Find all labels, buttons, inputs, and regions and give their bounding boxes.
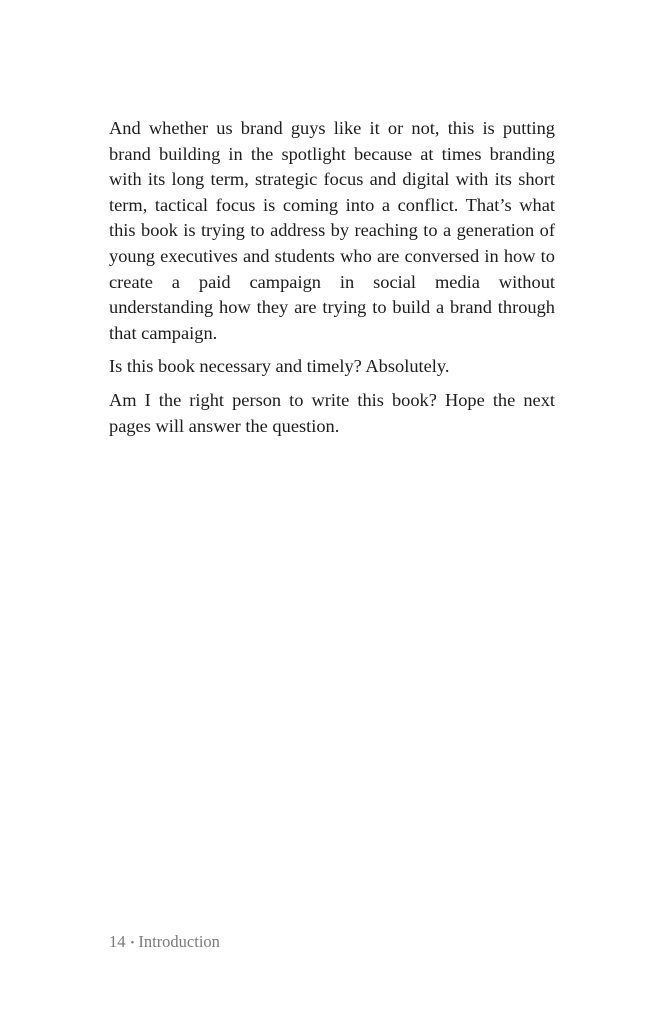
- page-number: 14: [109, 932, 126, 951]
- paragraph-right-person: Am I the right person to write this book? Hope the next pages will answer the question.: [109, 389, 555, 436]
- paragraph-necessary-timely: Is this book necessary and timely? Absolutely.: [109, 356, 450, 377]
- paragraph-branding-conflict: And whether us brand guys like it or not, this is putting brand building in the spotlight because at times branding with its long term, strategic focus and digital with its short term, tactical focus is coming into a conflict. That’s what this book is trying to address by reaching to a generation of young executives and students who are conversed in how to create a paid campaign in social media without understanding how they are trying to build a brand through that campaign.: [109, 118, 555, 343]
- body-text: [109, 116, 555, 447]
- bullet-separator: •: [130, 937, 135, 949]
- running-footer: [109, 931, 220, 954]
- section-name: Introduction: [138, 932, 220, 951]
